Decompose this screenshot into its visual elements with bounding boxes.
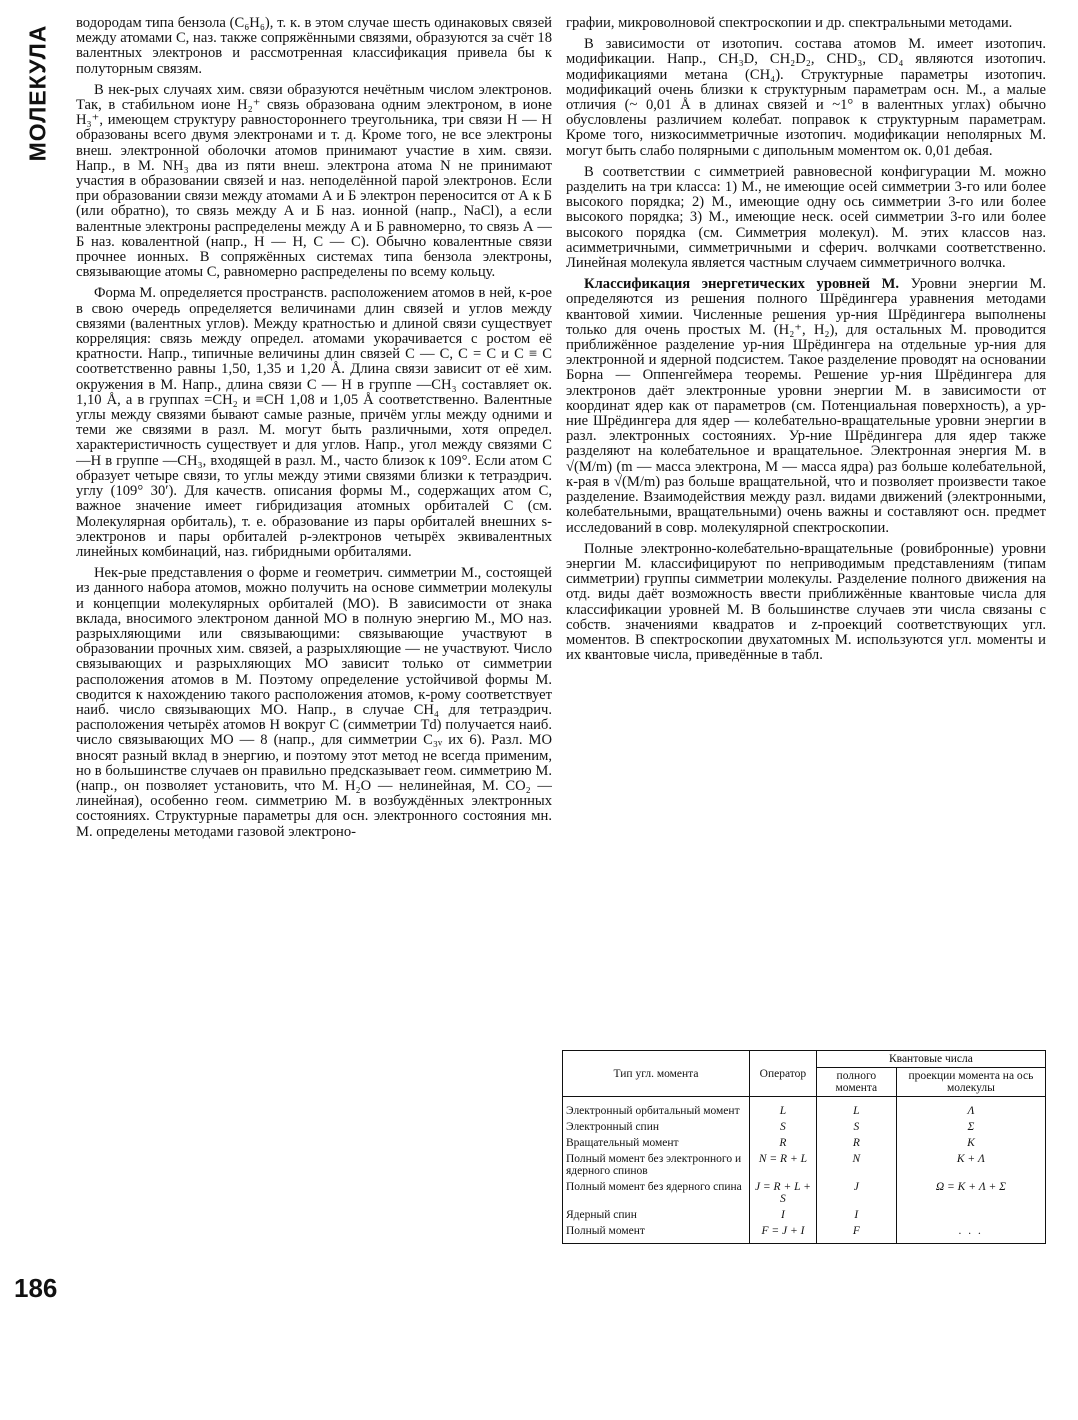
row-type: Электронный орбитальный момент [563, 1097, 750, 1120]
row-projection: K [896, 1135, 1045, 1151]
row-type: Полный момент [563, 1223, 750, 1244]
left-paragraph-2: В нек-рых случаях хим. связи образуются нечётным числом электронов. Так, в стабильном ионе H₂⁺ связь образована одним электроном, в ионе H₃⁺, имеющем структуру равностороннего треугольника, три связи H — H образованы всего двумя электронами и т. д. Кроме того, не все электроны внеш. электронной оболочки атомов принимают участие в хим. связи. Напр., в М. NH₃ два из пяти внеш. электрона атома N не принимают участия в образовании связей и наз. неподелённой парой электронов. Если при образовании связи между атомами А и Б электрон переносится от А к Б (или обратно), то связь между А и Б наз. ионной (напр., NaCl), а если валентные электроны распределены между А и Б равномерно, то связь А — Б наз. ковалентной (напр., H — H, C — C). Обычно ковалентные связи прочнее ионных. В сопряжённых системах типа бензола электроны, связывающие атомы C, равномерно распределены по всему кольцу. [76, 81, 552, 281]
running-head [18, 18, 58, 168]
right-paragraph-4 [566, 277, 1046, 535]
header-total: полного момента [816, 1068, 896, 1097]
row-projection: Ω = K + Λ + Σ [896, 1179, 1045, 1207]
row-total: S [816, 1119, 896, 1135]
table-row [563, 1119, 1046, 1135]
header-quantum-numbers: Квантовые числа [816, 1051, 1045, 1068]
row-operator: F = J + I [750, 1223, 817, 1244]
right-paragraph-3: В соответствии с симметрией равновесной конфигурации М. можно разделить на три класса: 1) М., не имеющие осей симметрии 3-го или более высокого порядка; 2) М., имеющие одну ось симметрии 3-го или более высокого порядка; 3) М., имеющие неск. осей симметрии 3-го или более высокого порядка (см. Симметрия молекул). М. этих классов наз. асимметричными, симметричными и сферич. волчками соответственно. Линейная молекула является частным случаем симметричного волчка. [566, 163, 1046, 272]
running-head-text: МОЛЕКУЛА [24, 24, 51, 162]
row-total: F [816, 1223, 896, 1244]
table-row [563, 1151, 1046, 1179]
row-operator: R [750, 1135, 817, 1151]
row-total: I [816, 1207, 896, 1223]
row-total: R [816, 1135, 896, 1151]
left-paragraph-3: Форма М. определяется пространств. расположением атомов в ней, к-рое в свою очередь определяется величинами длин связей и углов между связями (валентных углов). Между кратностью и длиной связи существует корреляция: связь между определ. атомами укорачивается с ростом её кратности. Напр., типичные величины длин связей C — C, C = C и C ≡ C соответственно равны 1,50, 1,35 и 1,20 Å. Длина связи зависит от её хим. окружения в М. Напр., длина связи C — H в группе —CH₃ составляет ок. 1,10 Å, а в группах =CH₂ и ≡CH 1,08 и 1,05 Å соответственно. Валентные углы между связями бывают самые разные, причём углы между одними и теми же связями в разл. М. могут быть различными, хотя определ. характеристичность существует и для углов. Напр., угол между связями C—H в группе —CH₃, входящей в разл. М., часто близок к 109°. Если атом C образует четыре связи, то углы между этими связями близки к тетраэдрич. углу (109° 30′). Для качеств. описания формы М., содержащих атом C, важное значение имеет гибридизация атомных орбиталей C (см. Молекулярная орбиталь), т. е. образование из пары орбиталей внешних s-электронов и пары орбиталей p-электронов четырёх эквивалентных линейных комбинаций, наз. гибридными орбиталями. [76, 285, 552, 560]
row-operator: J = R + L + S [750, 1179, 817, 1207]
right-paragraph-2: В зависимости от изотопич. состава атомов М. имеет изотопич. модификации. Напр., CH₃D, CH₂D₂, CHD₃, CD₄ являются изотопич. модификациями метана (CH₄). Структурные параметры изотопич. модификаций очень близки к структурным параметрам осн. М., а малые отличия (~ 0,01 Å в длинах связей и ~1° в валентных углах) обычно обусловлены различием колебат. поправок к структурным параметрам. Кроме того, низкосимметричные изотопич. модификации неполярных М. могут быть слабо полярными с дипольным моментом ок. 0,01 дебая. [566, 36, 1046, 159]
header-type: Тип угл. момента [563, 1051, 750, 1097]
header-operator: Оператор [750, 1051, 817, 1097]
right-paragraph-1: графии, микроволновой спектроскопии и др. спектральными методами. [566, 16, 1013, 31]
right-column [566, 16, 1046, 1056]
row-type: Электронный спин [563, 1119, 750, 1135]
section-heading: Классификация энергетических уровней М. [584, 276, 900, 293]
angular-momentum-table [562, 1050, 1046, 1244]
row-operator: N = R + L [750, 1151, 817, 1179]
right-paragraph-5: Полные электронно-колебательно-вращательные (ровибронные) уровни энергии М. классифицируют по неприводимым представлениям (типам симметрии) группы симметрии молекулы. Разделение полного движения на отд. виды даёт возможность ввести приближённые квантовые числа для классификации уровней М. В большинстве случаев эти числа связаны с собств. значениями квадратов и z-проекций соответствующих угл. моментов. В спектроскопии двухатомных М. используются угл. моменты и их квантовые числа, приведённые в табл. [566, 540, 1046, 664]
row-type: Полный момент без электронного и ядерного спинов [563, 1151, 750, 1179]
header-projection: проекции момента на ось молекулы [896, 1068, 1045, 1097]
row-total: N [816, 1151, 896, 1179]
row-projection: Λ [896, 1097, 1045, 1120]
table-row [563, 1135, 1046, 1151]
row-operator: I [750, 1207, 817, 1223]
row-projection [896, 1207, 1045, 1223]
table-row [563, 1179, 1046, 1207]
row-operator: S [750, 1119, 817, 1135]
row-type: Вращательный момент [563, 1135, 750, 1151]
page-number: 186 [14, 1273, 58, 1303]
table-row [563, 1223, 1046, 1244]
row-total: J [816, 1179, 896, 1207]
row-total: L [816, 1097, 896, 1120]
row-operator: L [750, 1097, 817, 1120]
table-row [563, 1097, 1046, 1120]
table-row [563, 1207, 1046, 1223]
section-body: Уровни энергии М. определяются из решения полного Шрёдингера уравнения методами квантовой химии. Численные решения ур-ния Шрёдингера выполнены только для очень простых М. (H₂⁺, H₂), для остальных М. проводится приближённое разделение ур-ния Шрёдингера на отдельные ур-ния для электронной и ядерной подсистем. Такое разделение проводят на основании Борна — Оппенгеймера теоремы. Решение ур-ния Шрёдингера для электронов даёт электронные уровни энергии М. в зависимости от координат ядер как от параметров (см. Потенциальная поверхность), а ур-ние Шрёдингера для ядер — колебательно-вращательные уровни энергии в разл. электронных состояниях. Ур-ние Шрёдингера для ядер также разделяют на колебательное и вращательное. Электронная энергия М. в √(M/m) (m — масса электрона, M — масса ядра) раз больше колебательной, к-рая в √(M/m) раз больше вращательной, что и позволяет произвести такое разделение. Взаимодействия между разл. видами движений (электронными, колебательными, вращательными) очень важны и составляют осн. предмет исследований в совр. молекулярной спектроскопии. [566, 276, 1046, 536]
row-projection: K + Λ [896, 1151, 1045, 1179]
left-paragraph-1: водородам типа бензола (C₆H₆), т. к. в этом случае шесть одинаковых связей между атомами C, наз. также сопряжёнными связями, образуются за счёт 18 валентных электронов и рассмотренная классификация привела бы к полуторным связям. [76, 16, 552, 77]
left-paragraph-4: Нек-рые представления о форме и геометрич. симметрии М., состоящей из данного набора атомов, можно получить на основе симметрии молекулы и концепции молекулярных орбиталей (МО). В зависимости от знака вклада, вносимого электроном данной МО в полную энергию М., МО наз. разрыхляющими или связывающими: связывающие участвуют в образовании прочных хим. связей, а разрыхляющие — не участвуют. Число связывающих и разрыхляющих МО зависит только от симметрии расположения атомов в М. Поэтому определение устойчивой формы М. сводится к нахождению такого расположения атомов, к-рому соответствует наиб. число связывающих МО. Напр., в случае CH₄ для тетраэдрич. расположения четырёх атомов H вокруг C (симметрии Td) получается наиб. число связывающих МО — 8 (напр., для симметрии C₃ᵥ их 6). Разл. МО вносят разный вклад в энергию, и поэтому этот метод не всегда применим, но в большинстве случаев он правильно предсказывает геом. симметрию М. (напр., он позволяет установить, что М. H₂O — нелинейная, М. CO₂ — линейная), особенно геом. симметрию М. в возбуждённых электронных состояниях. Структурные параметры для осн. электронного состояния мн. М. определены методами газовой электроно- [76, 565, 552, 840]
row-type: Полный момент без ядерного спина [563, 1179, 750, 1207]
left-column [76, 16, 552, 1306]
row-projection: Σ [896, 1119, 1045, 1135]
row-projection: . . . [896, 1223, 1045, 1244]
row-type: Ядерный спин [563, 1207, 750, 1223]
